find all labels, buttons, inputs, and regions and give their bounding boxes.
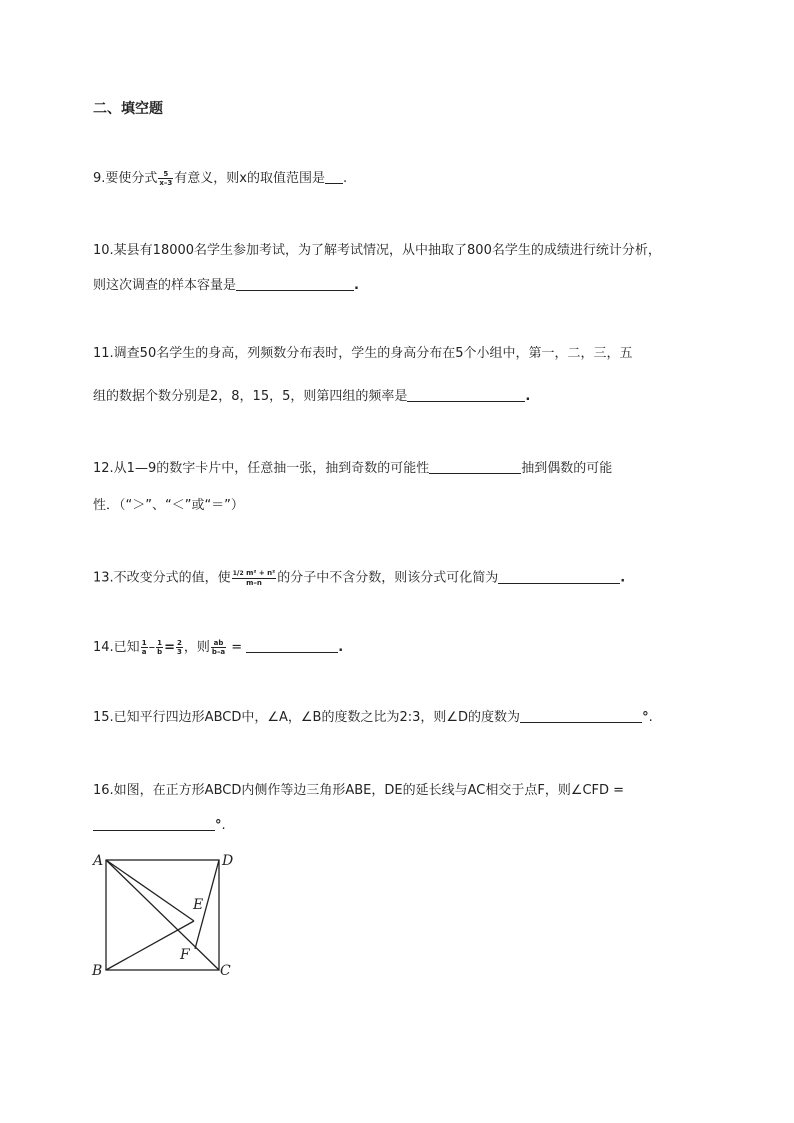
label-c: C bbox=[220, 963, 231, 979]
q9-fraction bbox=[158, 170, 173, 187]
q14-frac-4 bbox=[211, 639, 226, 656]
q11-line2-text: 组的数据个数分别是2，8，15，5，则第四组的频率是 bbox=[93, 389, 408, 404]
q10-answer-blank[interactable] bbox=[236, 278, 354, 291]
q13-post: 的分子中不含分数，则该分式可化简为 bbox=[277, 570, 499, 586]
q9-frac-den: x–3 bbox=[159, 179, 173, 187]
q9-frac-num: 5 bbox=[158, 170, 173, 179]
diagonal-ac bbox=[106, 860, 219, 970]
question-12-line2: 性．（“＞”、“＜”或“＝”） bbox=[93, 498, 244, 513]
q9-pre: 9.要使分式 bbox=[93, 171, 158, 186]
q13-fraction bbox=[232, 569, 277, 587]
q15-text: 15.已知平行四边形ABCD中，∠A，∠B的度数之比为2:3，则∠D的度数为 bbox=[93, 710, 521, 725]
question-13 bbox=[93, 569, 625, 587]
q10-end: . bbox=[354, 278, 359, 293]
q13-coef-num: 1 bbox=[232, 570, 237, 577]
q14-f1-num: 1 bbox=[141, 639, 147, 647]
question-12-line1 bbox=[93, 461, 612, 477]
q13-end: . bbox=[620, 570, 626, 586]
q13-answer-blank[interactable] bbox=[498, 571, 620, 584]
label-d: D bbox=[222, 853, 234, 869]
square-figure bbox=[88, 848, 248, 983]
q11-answer-blank[interactable] bbox=[407, 389, 525, 402]
question-14 bbox=[93, 639, 343, 656]
q14-f3-num: 2 bbox=[176, 639, 182, 647]
q14-f4-den: b–a bbox=[211, 648, 226, 656]
question-9 bbox=[93, 170, 347, 187]
q13-frac-num: 1/2 m² + n² bbox=[232, 569, 276, 577]
q11-end: . bbox=[525, 389, 531, 404]
q12-answer-blank[interactable] bbox=[429, 461, 521, 474]
question-16-line1: 16.如图，在正方形ABCD内侧作等边三角形ABE，DE的延长线与AC相交于点F，则∠CFD = bbox=[93, 783, 625, 798]
q16-degree: ° bbox=[215, 818, 222, 833]
question-16-line2 bbox=[93, 818, 226, 834]
q14-frac-1 bbox=[141, 639, 148, 656]
q14-eq: = bbox=[164, 640, 175, 655]
q14-f1-den: a bbox=[141, 648, 147, 656]
segment-ae bbox=[106, 860, 194, 921]
q15-answer-blank[interactable] bbox=[520, 710, 642, 723]
q14-frac-3 bbox=[176, 639, 183, 656]
q14-f2-den: b bbox=[157, 648, 163, 656]
q15-degree: ° bbox=[642, 710, 649, 725]
q14-pre: 14.已知 bbox=[93, 640, 140, 655]
label-a: A bbox=[93, 853, 104, 869]
q12-line1-pre: 12.从1—9的数字卡片中，任意抽一张，抽到奇数的可能性 bbox=[93, 461, 430, 476]
label-e: E bbox=[193, 897, 204, 913]
q16-end: . bbox=[221, 818, 226, 833]
question-15 bbox=[93, 710, 653, 726]
q13-frac-den: m–n bbox=[246, 579, 262, 587]
q14-end: . bbox=[338, 640, 344, 655]
q14-minus: – bbox=[148, 640, 156, 655]
q14-f2-num: 1 bbox=[157, 639, 162, 647]
q14-f4-num: ab bbox=[211, 639, 226, 648]
q13-coef-den: 2 bbox=[239, 570, 244, 577]
question-10-line2 bbox=[93, 278, 359, 294]
q12-line1-post: 抽到偶数的可能 bbox=[521, 461, 613, 476]
q14-f3-den: 3 bbox=[176, 648, 182, 656]
question-11-line2 bbox=[93, 389, 530, 405]
q14-eq2: = bbox=[231, 640, 243, 655]
q15-end: . bbox=[648, 710, 653, 725]
q13-num-rest: m² + n² bbox=[246, 569, 276, 577]
q16-answer-blank[interactable] bbox=[93, 818, 215, 831]
q14-answer-blank[interactable] bbox=[246, 640, 338, 653]
q13-pre: 13.不改变分式的值，使 bbox=[93, 570, 231, 586]
q14-frac-2 bbox=[156, 639, 163, 656]
q9-answer-blank[interactable] bbox=[325, 171, 343, 184]
section-title: 二、填空题 bbox=[93, 101, 163, 117]
question-10-line1: 10.某县有18000名学生参加考试，为了解考试情况，从中抽取了800名学生的成绩进行统计分析， bbox=[93, 243, 661, 258]
question-11-line1: 11.调查50名学生的身高，列频数分布表时，学生的身高分布在5个小组中，第一，二，三，五 bbox=[93, 346, 633, 361]
q9-post: 有意义，则x的取值范围是 bbox=[174, 171, 325, 186]
q10-line2-text: 则这次调查的样本容量是 bbox=[93, 278, 237, 293]
q14-mid: ，则 bbox=[183, 640, 210, 655]
q9-end: . bbox=[343, 171, 348, 186]
label-b: B bbox=[92, 963, 103, 979]
label-f: F bbox=[180, 947, 190, 963]
